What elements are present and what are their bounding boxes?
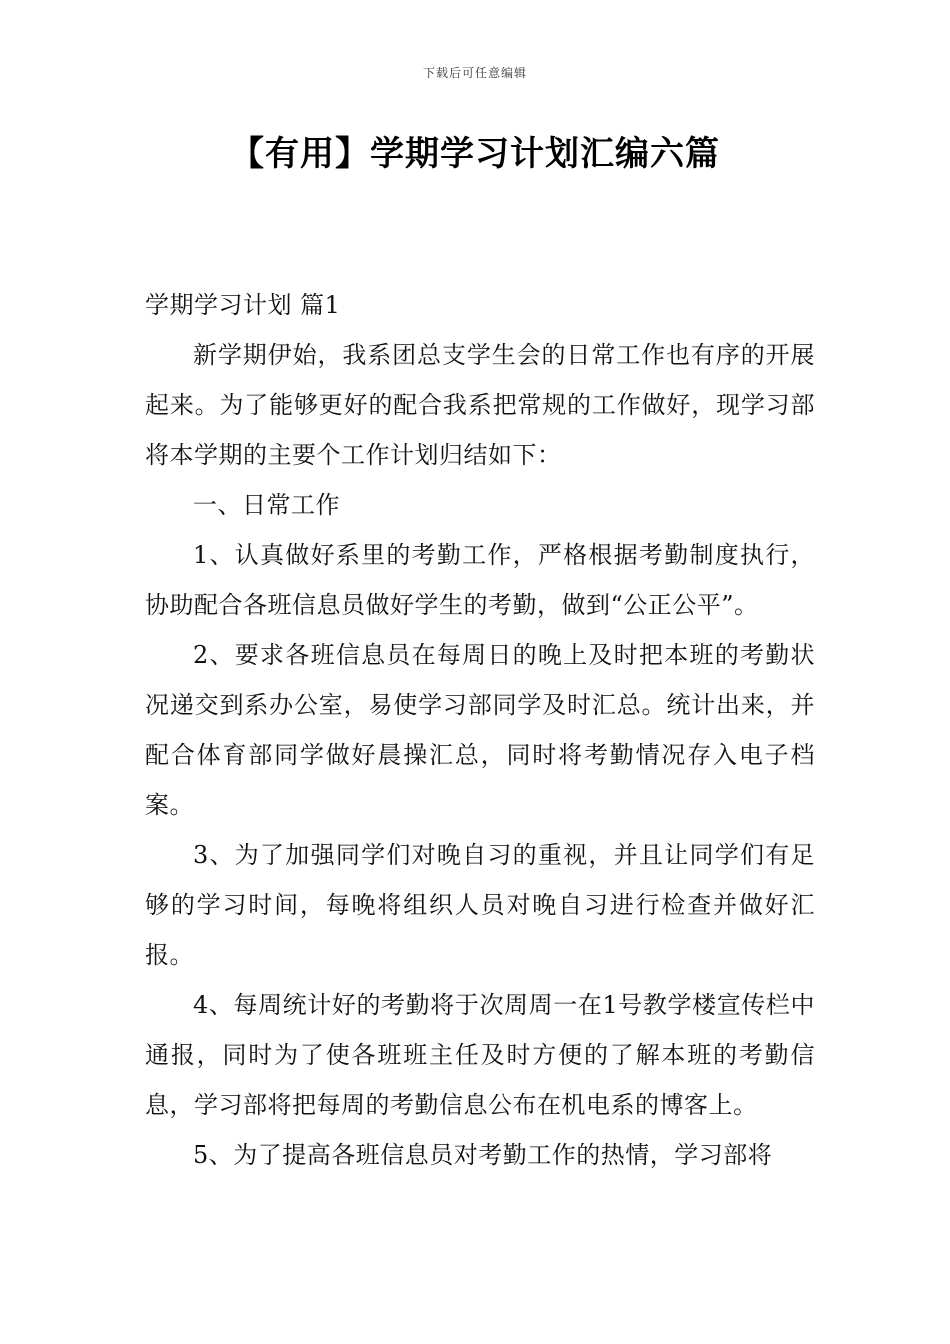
paragraph-item-4: 4、每周统计好的考勤将于次周周一在1号教学楼宣传栏中通报，同时为了使各班班主任及时方便的了解本班的考勤信息，学习部将把每周的考勤信息公布在机电系的博客上。 [145, 991, 815, 1119]
document-title: 【有用】学期学习计划汇编六篇 [230, 134, 720, 174]
section-heading: 学期学习计划 篇1 [145, 291, 341, 319]
paragraph-item-1: 1、认真做好系里的考勤工作，严格根据考勤制度执行，协助配合各班信息员做好学生的考勤，做到“公正公平”。 [145, 541, 815, 619]
paragraph-item-3: 3、为了加强同学们对晚自习的重视，并且让同学们有足够的学习时间，每晚将组织人员对晚自习进行检查并做好汇报。 [145, 841, 815, 969]
document-body [145, 280, 815, 1180]
header-note: 下载后可任意编辑 [422, 66, 527, 80]
paragraph-item-2: 2、要求各班信息员在每周日的晚上及时把本班的考勤状况递交到系办公室，易使学习部同学及时汇总。统计出来，并配合体育部同学做好晨操汇总，同时将考勤情况存入电子档案。 [145, 641, 815, 819]
paragraph-item-5: 5、为了提高各班信息员对考勤工作的热情，学习部将 [193, 1141, 773, 1169]
paragraph-intro: 新学期伊始，我系团总支学生会的日常工作也有序的开展起来。为了能够更好的配合我系把常规的工作做好，现学习部将本学期的主要个工作计划归结如下： [145, 341, 815, 469]
paragraph-subheading: 一、日常工作 [193, 491, 340, 519]
